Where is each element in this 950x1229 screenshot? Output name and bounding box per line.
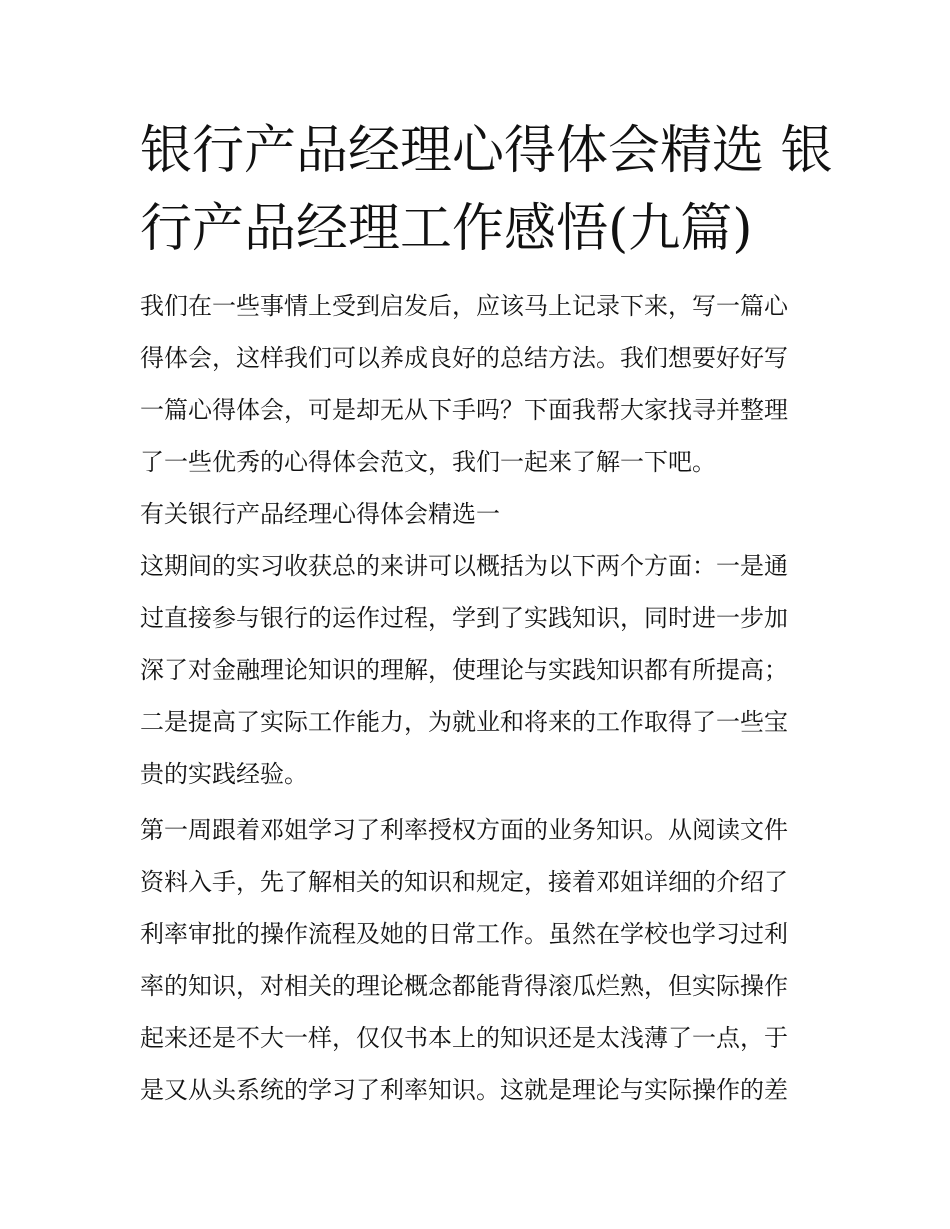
document-title bbox=[140, 112, 833, 268]
text-line: 率的知识，对相关的理论概念都能背得滚瓜烂熟，但实际操作 bbox=[140, 972, 788, 1000]
text-line: 一篇心得体会，可是却无从下手吗？下面我帮大家找寻并整理 bbox=[140, 396, 788, 424]
section-heading: 有关银行产品经理心得体会精选一 bbox=[140, 500, 500, 528]
document-body bbox=[140, 280, 812, 1116]
text-line: 第一周跟着邓姐学习了利率授权方面的业务知识。从阅读文件 bbox=[140, 816, 788, 844]
text-line: 是又从头系统的学习了利率知识。这就是理论与实际操作的差 bbox=[140, 1076, 788, 1104]
text-line: 得体会，这样我们可以养成良好的总结方法。我们想要好好写 bbox=[140, 344, 788, 372]
paragraph-2 bbox=[140, 804, 812, 1116]
title-line-1: 银行产品经理心得体会精选 银 bbox=[140, 121, 833, 181]
intro-paragraph bbox=[140, 280, 812, 488]
text-line: 深了对金融理论知识的理解，使理论与实践知识都有所提高； bbox=[140, 656, 788, 684]
text-line: 起来还是不大一样，仅仅书本上的知识还是太浅薄了一点，于 bbox=[140, 1024, 788, 1052]
text-line: 我们在一些事情上受到启发后，应该马上记录下来，写一篇心 bbox=[140, 292, 788, 320]
text-line: 贵的实践经验。 bbox=[140, 760, 308, 788]
text-line: 资料入手，先了解相关的知识和规定，接着邓姐详细的介绍了 bbox=[140, 868, 788, 896]
paragraph-1 bbox=[140, 540, 812, 800]
text-line: 二是提高了实际工作能力，为就业和将来的工作取得了一些宝 bbox=[140, 708, 788, 736]
text-line: 过直接参与银行的运作过程，学到了实践知识，同时进一步加 bbox=[140, 604, 788, 632]
text-line: 这期间的实习收获总的来讲可以概括为以下两个方面：一是通 bbox=[140, 552, 788, 580]
title-line-2: 行产品经理工作感悟(九篇) bbox=[140, 199, 753, 259]
text-line: 利率审批的操作流程及她的日常工作。虽然在学校也学习过利 bbox=[140, 920, 788, 948]
text-line: 了一些优秀的心得体会范文，我们一起来了解一下吧。 bbox=[140, 448, 716, 476]
